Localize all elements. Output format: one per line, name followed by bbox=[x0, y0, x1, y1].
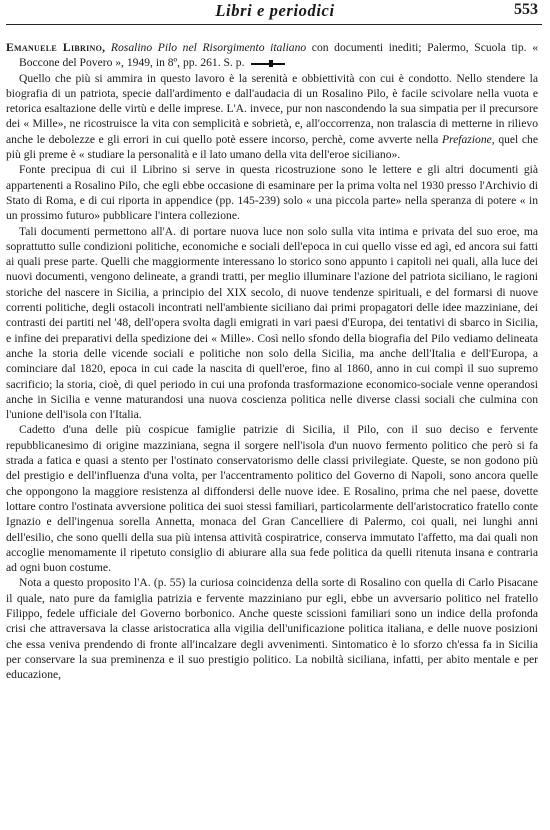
book-citation bbox=[6, 40, 538, 71]
printer-ornament-icon bbox=[251, 60, 285, 68]
citation-details: con documenti inediti; Palermo, Scuola tip. « Boccone del Povero », 1949, in 8º, pp. 261. S. p. bbox=[19, 41, 538, 70]
citation-title: Rosalino Pilo nel Risorgimento italiano bbox=[110, 41, 307, 54]
paragraph-3: Tali documenti permettono all'A. di portare nuova luce non solo sulla vita intima e privata del suo eroe, ma soprattutto sulle condizioni politiche, economiche e sociali dell'epoca in cui quello visse ed agì, ed ancora sui fatti ai quali prese parte. Quelli che maggiormente interessano lo storico sono appunto i capitoli nei quali, alla luce dei nuovi documenti, vengono delineate, a grandi tratti, per meglio illuminare l'azione del patriota siciliano, le ragioni storiche del nascere in Sicilia, a principio del XIX secolo, di nuove tendenze spirituali, e del formarsi di nuove correnti politiche, degli ostacoli incontrati nell'ambiente siciliano dai primi propagatori delle idee mazziniane, dei contrasti dei partiti nel '48, dell'opera svolta dagli emigrati in vari paesi d'Europa, dei tentativi di sbarco in Sicilia, e infine dei preparativi della spedizione dei « Mille». Così nello sfondo della biografia del Pilo vediamo delineata anche la storia delle vicende sociali e politiche non solo della Sicilia, ma anche dell'Italia e dell'Europa, a cominciare dal 1820, epoca in cui cade la nascita di quell'eroe, fino al 1860, anno in cui compì il suo supremo sacrificio; la storia, cioè, di quel periodo in cui una profonda trasformazione economico-sociale venne operandosi anche in Sicilia e venne maturandosi una nuova coscienza politica nelle diverse classi sociali che culmina con l'unione dell'isola con l'Italia. bbox=[6, 224, 538, 422]
page-number: 553 bbox=[514, 1, 538, 18]
running-head-title: Libri e periodici bbox=[215, 1, 335, 20]
paragraph-2: Fonte precipua di cui il Librino si serve in questa ricostruzione sono le lettere e gli altri documenti già appartenenti a Rosalino Pilo, che egli ebbe occasione di esaminare per la prima volta nel 1930 presso l'Archivio di Stato di Roma, e di cui riporta in appendice (pp. 145-239) solo « una piccola parte» nella speranza di potere « in un prossimo futuro» pubblicare l'intera collezione. bbox=[6, 163, 538, 223]
running-head bbox=[0, 0, 550, 24]
citation-author: Emanuele Librino, bbox=[6, 41, 106, 54]
review-body bbox=[6, 40, 538, 682]
paragraph-1 bbox=[6, 71, 538, 163]
paragraph-4: Cadetto d'una delle più cospicue famiglie patrizie di Sicilia, il Pilo, con il suo deciso e fervente repubblicanesimo di origine mazziniana, segna il sorgere nell'isola d'un nuovo fermento politico che però si fa strada a fatica e quasi a stento per l'ostinato conservatorismo delle classi privilegiate. Queste, se non godono più del prestigio e dell'influenza d'una volta, per l'accentramento politico del Governo di Napoli, sono ancora quelle che oppongono la maggiore resistenza al diffondersi delle nuove idee. E Rosalino, prima che nel paese, dovette lottare contro l'ostinata avversione politica dei suoi stessi familiari, particolarmente dell'aristocratico fratello conte Ignazio e dell'ingenua sorella Annetta, monaca del Gran Cancelliere di Palermo, coi quali, nei lunghi anni dell'esilio, che sono quelli della sua più intensa attività cospiratrice, conserva immutato l'affetto, ma dai quali non accoglie menomamente il ripetuto consiglio di abiurare alla sua fede politica da quelli ritenuta insana e contraria ad ogni buon costume. bbox=[6, 423, 538, 575]
paragraph-1-text-b: quel che più gli preme è « studiare la personalità e il lato umano della vita dell'eroe siciliano». bbox=[6, 132, 538, 162]
paragraph-1-text-a: Quello che più si ammira in questo lavoro è la serenità e obbiettività con cui è condotto. Nello stendere la biografia di un patriota, specie dall'ardimento e dall'audacia di un Rosalino Pilo, è facile scivolare nella vuota e retorica esaltazione delle virtù e delle imprese. L'A. invece, pur non nascondendo la sua simpatia per il precursore dei « Mille», ne ricostruisce la vita con semplicità e sobrietà, e, all'occorrenza, non tralascia di metterne in rilievo anche le debolezze e gli errori in cui quello potè essere incorso, perchè, come avverte nella bbox=[6, 71, 538, 146]
header-rule bbox=[6, 24, 542, 25]
paragraph-1-italic: Prefazione, bbox=[441, 132, 495, 146]
paragraph-5: Nota a questo proposito l'A. (p. 55) la curiosa coincidenza della sorte di Rosalino con quella di Carlo Pisacane il quale, nato pure da famiglia patrizia e fervente mazziniano pur egli, ebbe un avversario politico nel fratello Filippo, fedele ufficiale del Governo borbonico. Anche queste scissioni familiari sono un indice della profonda crisi che attraversava la classe aristocratica alla vigilia dell'unificazione politica italiana, e delle nuove posizioni che essa veniva prendendo di fronte all'incalzare degli avvenimenti. Sintomatico è lo sforzo ch'essa fa in Sicilia per conservare la sua preminenza e il suo prestigio politico. La nobiltà siciliana, infatti, per abito mentale e per educazione, bbox=[6, 576, 538, 682]
